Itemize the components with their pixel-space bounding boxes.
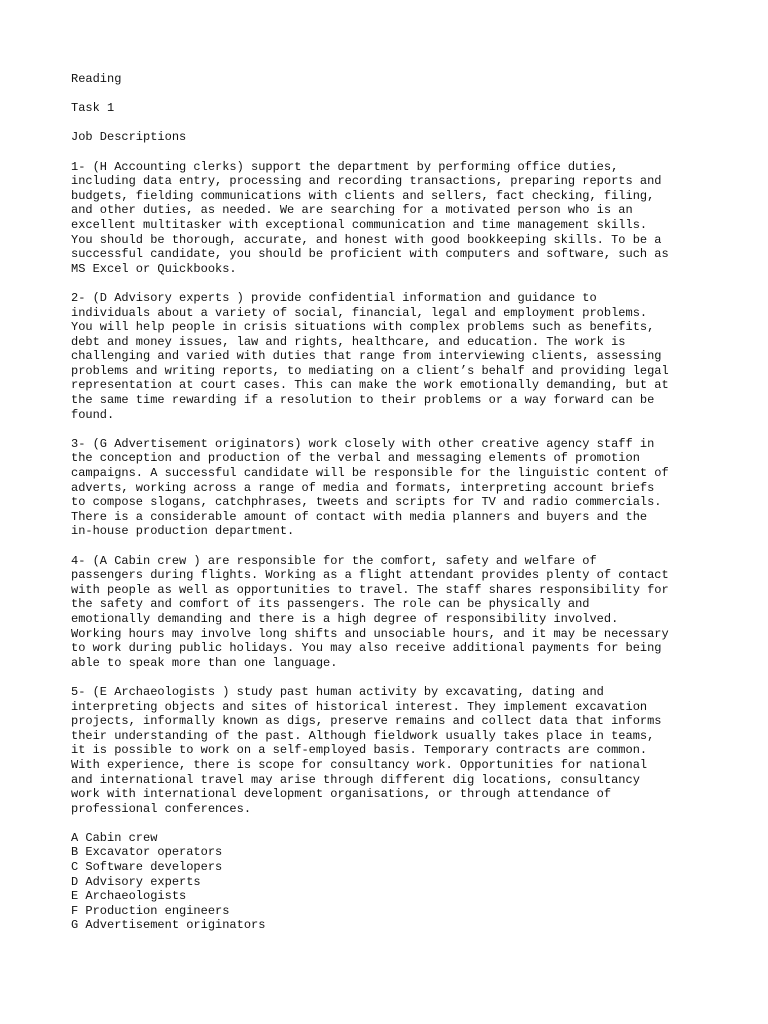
paragraph-line: debt and money issues, law and rights, healthcare, and education. The work is xyxy=(71,334,626,349)
options-list xyxy=(71,831,711,933)
paragraph-line: work with international development organisations, or through attendance of xyxy=(71,787,612,802)
paragraph-line: found. xyxy=(71,407,115,422)
paragraph-line: 4- (A Cabin crew ) are responsible for the comfort, safety and welfare of xyxy=(71,553,597,568)
paragraph-line: excellent multitasker with exceptional communication and time management skills. xyxy=(71,217,648,232)
option-d: D Advisory experts xyxy=(71,874,201,889)
option-c: C Software developers xyxy=(71,860,223,875)
paragraph-line: With experience, there is scope for consultancy work. Opportunities for national xyxy=(71,757,648,772)
paragraph-line: 3- (G Advertisement originators) work closely with other creative agency staff in xyxy=(71,436,655,451)
paragraph-line: including data entry, processing and recording transactions, preparing reports and xyxy=(71,174,662,189)
document-page xyxy=(71,72,711,933)
paragraph-line: interpreting objects and sites of historical interest. They implement excavation xyxy=(71,699,648,714)
paragraph-line: and international travel may arise through different dig locations, consultancy xyxy=(71,772,640,787)
paragraph-line: the safety and comfort of its passengers. The role can be physically and xyxy=(71,597,590,612)
paragraph-line: You will help people in crisis situations with complex problems such as benefits, xyxy=(71,320,655,335)
paragraph-line: their understanding of the past. Although fieldwork usually takes place in teams, xyxy=(71,728,655,743)
paragraph-2 xyxy=(71,291,711,422)
paragraph-3 xyxy=(71,437,711,539)
paragraph-line: passengers during flights. Working as a flight attendant provides plenty of contact xyxy=(71,568,669,583)
paragraph-line: able to speak more than one language. xyxy=(71,655,338,670)
paragraph-line: 2- (D Advisory experts ) provide confidential information and guidance to xyxy=(71,290,597,305)
task-heading: Task 1 xyxy=(71,101,115,116)
option-f: F Production engineers xyxy=(71,903,230,918)
paragraph-1 xyxy=(71,160,711,277)
paragraph-line: 5- (E Archaeologists ) study past human activity by excavating, dating and xyxy=(71,684,604,699)
option-a: A Cabin crew xyxy=(71,830,158,845)
paragraph-line: emotionally demanding and there is a high degree of responsibility involved. xyxy=(71,611,619,626)
paragraph-4 xyxy=(71,554,711,671)
paragraph-line: Working hours may involve long shifts and unsociable hours, and it may be necessary xyxy=(71,626,669,641)
paragraph-line: professional conferences. xyxy=(71,801,252,816)
paragraph-line: projects, informally known as digs, preserve remains and collect data that informs xyxy=(71,714,662,729)
reading-heading: Reading xyxy=(71,72,122,86)
paragraph-line: to work during public holidays. You may also receive additional payments for being xyxy=(71,641,662,656)
paragraph-line: 1- (H Accounting clerks) support the department by performing office duties, xyxy=(71,159,619,174)
paragraph-line: representation at court cases. This can make the work emotionally demanding, but at xyxy=(71,378,669,393)
paragraph-line: to compose slogans, catchphrases, tweets and scripts for TV and radio commercials. xyxy=(71,495,662,510)
paragraph-line: with people as well as opportunities to travel. The staff shares responsibility for xyxy=(71,582,669,597)
option-g: G Advertisement originators xyxy=(71,918,266,933)
paragraph-line: budgets, fielding communications with clients and sellers, fact checking, filing, xyxy=(71,188,655,203)
paragraph-line: MS Excel or Quickbooks. xyxy=(71,261,237,276)
option-b: B Excavator operators xyxy=(71,845,223,860)
paragraph-line: the same time rewarding if a resolution to their problems or a way forward can be xyxy=(71,393,655,408)
paragraph-line: problems and writing reports, to mediating on a client’s behalf and providing legal xyxy=(71,363,669,378)
paragraph-line: it is possible to work on a self-employed basis. Temporary contracts are common. xyxy=(71,743,648,758)
paragraph-line: in-house production department. xyxy=(71,524,295,539)
paragraph-line: challenging and varied with duties that range from interviewing clients, assessing xyxy=(71,349,662,364)
paragraph-line: the conception and production of the verbal and messaging elements of promotion xyxy=(71,451,640,466)
paragraph-line: campaigns. A successful candidate will be responsible for the linguistic content of xyxy=(71,466,669,481)
paragraph-5 xyxy=(71,685,711,816)
paragraph-line: successful candidate, you should be proficient with computers and software, such as xyxy=(71,247,669,262)
paragraph-line: There is a considerable amount of contact with media planners and buyers and the xyxy=(71,509,648,524)
option-e: E Archaeologists xyxy=(71,889,187,904)
job-descriptions-heading: Job Descriptions xyxy=(71,130,187,145)
paragraph-line: You should be thorough, accurate, and honest with good bookkeeping skills. To be a xyxy=(71,232,662,247)
paragraph-line: individuals about a variety of social, financial, legal and employment problems. xyxy=(71,305,648,320)
paragraph-line: and other duties, as needed. We are searching for a motivated person who is an xyxy=(71,203,633,218)
paragraph-line: adverts, working across a range of media and formats, interpreting account briefs xyxy=(71,480,655,495)
